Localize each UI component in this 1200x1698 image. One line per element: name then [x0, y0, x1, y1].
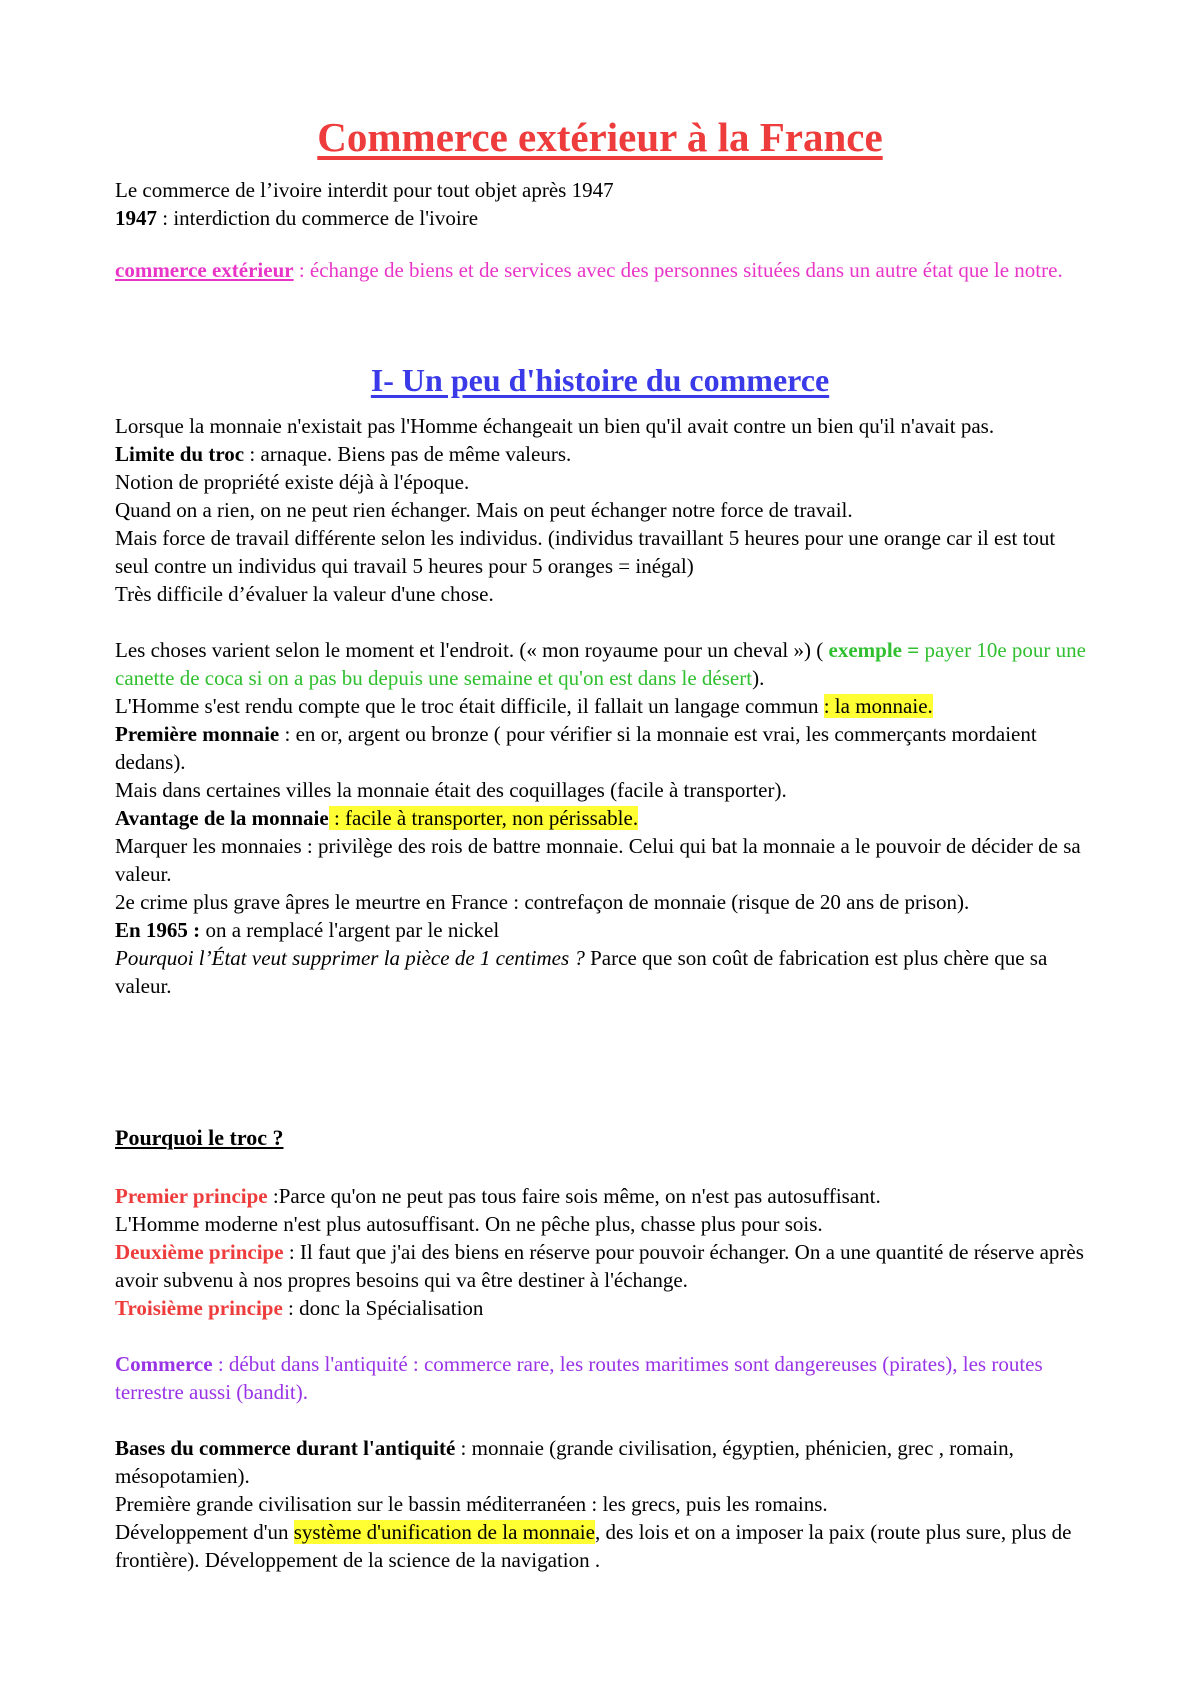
paragraph: Quand on a rien, on ne peut rien échanger. Mais on peut échanger notre force de travail.: [115, 498, 853, 522]
troisieme-principe-text: : donc la Spécialisation: [282, 1296, 484, 1320]
paragraph: L'Homme moderne n'est plus autosuffisant. On ne pêche plus, chasse plus pour sois.: [115, 1212, 823, 1236]
premier-principe-label: Premier principe: [115, 1184, 268, 1208]
limite-text: : arnaque. Biens pas de même valeurs.: [244, 442, 572, 466]
premiere-monnaie-text: : en or, argent ou bronze ( pour vérifier si la monnaie est vrai, les commerçants mordaient dedans).: [115, 722, 1037, 774]
commerce-label: Commerce: [115, 1352, 213, 1376]
paragraph: [115, 1518, 1090, 1574]
highlight-monnaie: : la monnaie.: [823, 694, 933, 718]
paragraph: Première grande civilisation sur le bassin méditerranéen : les grecs, puis les romains.: [115, 1492, 828, 1516]
question-italic: Pourquoi l’État veut supprimer la pièce de 1 centimes ?: [115, 946, 585, 970]
paragraph: Mais force de travail différente selon les individus. (individus travaillant 5 heures pour une orange car il est tout seul contre un individus qui travail 5 heures pour 5 oranges = inégal): [115, 526, 1056, 578]
definition-block: [115, 256, 1090, 284]
paragraph: [115, 720, 1090, 776]
premier-principe-text: :Parce qu'on ne peut pas tous faire sois même, on n'est pas autosuffisant.: [267, 1184, 881, 1208]
troisieme-principe-label: Troisième principe: [115, 1296, 283, 1320]
deuxieme-principe-text: : Il faut que j'ai des biens en réserve pour pouvoir échanger. On a une quantité de réserve après avoir subvenu à nos propres besoins qui va être destiner à l'échange.: [115, 1240, 1084, 1292]
dev-text-b: , des lois et on a imposer la paix (route plus sure, plus de frontière). Développement de la science de la navigation .: [115, 1520, 1072, 1572]
deuxieme-principe-label: Deuxième principe: [115, 1240, 284, 1264]
paragraph: [115, 1434, 1090, 1490]
paragraph: Lorsque la monnaie n'existait pas l'Homme échangeait un bien qu'il avait contre un bien qu'il n'avait pas.: [115, 414, 995, 438]
year-label: 1947: [115, 206, 157, 230]
limite-label: Limite du troc: [115, 442, 245, 466]
paragraph: [115, 916, 1090, 944]
intro-block: [115, 176, 1090, 232]
paragraph: Marquer les monnaies : privilège des rois de battre monnaie. Celui qui bat la monnaie a le pouvoir de décider de sa valeur.: [115, 834, 1081, 886]
year-text: : interdiction du commerce de l'ivoire: [157, 206, 479, 230]
paragraph: Très difficile d’évaluer la valeur d'une chose.: [115, 582, 494, 606]
section-2-heading-block: [115, 1124, 1090, 1152]
highlight-unification: système d'unification de la monnaie: [293, 1520, 595, 1544]
en-1965-text: on a remplacé l'argent par le nickel: [200, 918, 500, 942]
spacer: [115, 1322, 1090, 1350]
en-1965-label: En 1965 :: [115, 918, 201, 942]
paragraph: [115, 1182, 1090, 1210]
spacer: [115, 608, 1090, 636]
section-1-body: [115, 412, 1090, 1000]
document-title: Commerce extérieur à la France: [317, 114, 883, 160]
spacer: [115, 1406, 1090, 1434]
highlight-avantage: : facile à transporter, non périssable.: [328, 806, 639, 830]
choses-end: ).: [752, 666, 765, 690]
paragraph: [115, 804, 1090, 832]
definition-paragraph: [115, 256, 1090, 284]
bases-text: : monnaie (grande civilisation, égyptien, phénicien, grec , romain, mésopotamien).: [115, 1436, 1014, 1488]
homme-text: L'Homme s'est rendu compte que le troc était difficile, il fallait un langage commun: [115, 694, 824, 718]
paragraph: [115, 944, 1090, 1000]
premiere-monnaie-label: Première monnaie: [115, 722, 280, 746]
section-2-body: [115, 1182, 1090, 1574]
bases-label: Bases du commerce durant l'antiquité: [115, 1436, 456, 1460]
intro-line: Le commerce de l’ivoire interdit pour tout objet après 1947: [115, 178, 614, 202]
paragraph: [115, 440, 1090, 468]
paragraph: [115, 1350, 1090, 1406]
avantage-label: Avantage de la monnaie: [115, 806, 329, 830]
paragraph: Mais dans certaines villes la monnaie était des coquillages (facile à transporter).: [115, 778, 787, 802]
intro-line-1947: [115, 204, 1090, 232]
paragraph: [115, 692, 1090, 720]
section-1-heading: I- Un peu d'histoire du commerce: [370, 362, 830, 398]
definition-text: : échange de biens et de services avec des personnes situées dans un autre état que le notre.: [293, 258, 1063, 282]
section-2-heading: Pourquoi le troc ?: [115, 1125, 284, 1150]
dev-text-a: Développement d'un: [115, 1520, 294, 1544]
exemple-label: exemple =: [828, 638, 920, 662]
paragraph: [115, 1238, 1090, 1294]
exemple-text: payer 10e pour une canette de coca si on a pas bu depuis une semaine et qu'on est dans le désert: [115, 638, 1086, 690]
paragraph: 2e crime plus grave âpres le meurtre en France : contrefaçon de monnaie (risque de 20 ans de prison).: [115, 890, 970, 914]
commerce-text: : début dans l'antiquité : commerce rare, les routes maritimes sont dangereuses (pirates), les routes terrestre aussi (bandit).: [115, 1352, 1043, 1404]
paragraph: [115, 1294, 1090, 1322]
choses-text: Les choses varient selon le moment et l'endroit. (« mon royaume pour un cheval ») (: [115, 638, 829, 662]
paragraph: Notion de propriété existe déjà à l'époque.: [115, 470, 470, 494]
paragraph: [115, 636, 1090, 692]
definition-term: commerce extérieur: [115, 258, 294, 282]
question-answer: Parce que son coût de fabrication est plus chère que sa valeur.: [115, 946, 1048, 998]
